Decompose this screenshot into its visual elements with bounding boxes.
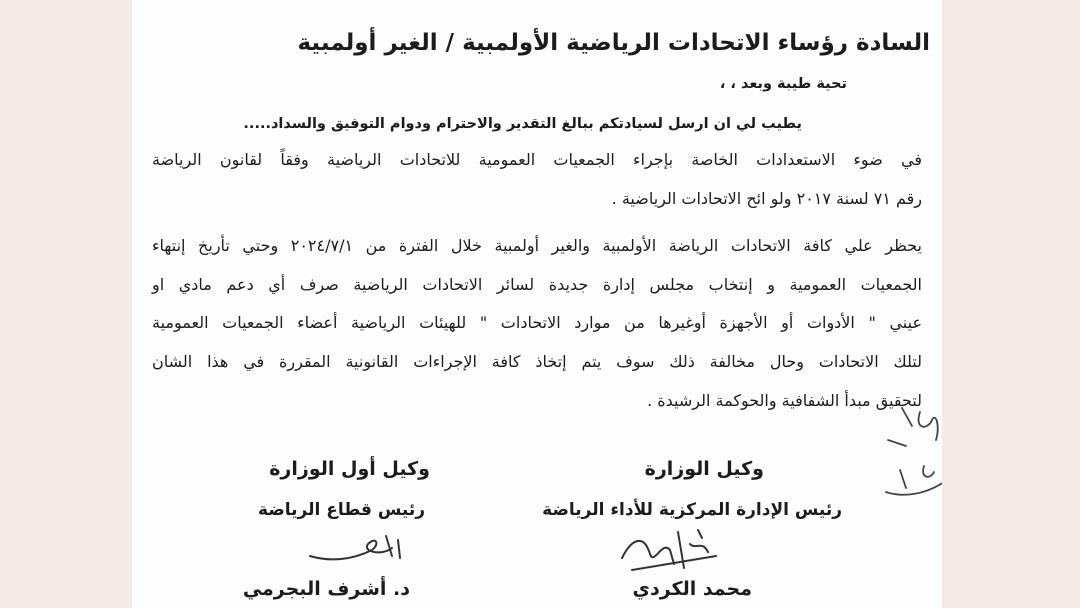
page-margin-right: [942, 0, 1080, 608]
margin-initials-top: [880, 400, 942, 455]
intro-line: يطيب لي ان ارسل لسيادتكم ببالغ التقدير والاحترام ودوام التوفيق والسداد.....: [243, 116, 802, 132]
margin-initials-bottom: [880, 458, 942, 503]
paragraph2-line3: عيني " الأدوات أو الأجهزة أوغيرها من موارد الاتحادات " للهيئات الرياضية أعضاء الجمعيات العمومية: [152, 313, 922, 332]
letter-page: [132, 0, 942, 608]
letter-heading: السادة رؤساء الاتحادات الرياضية الأولمبية / الغير أولمبية: [297, 30, 930, 56]
page-margin-left: [0, 0, 132, 608]
paragraph2-line1: يحظر علي كافة الاتحادات الرياضة الأولمبية والغير أولمبية خلال الفترة من ٢٠٢٤/٧/١ وحتي تأريخ إنتهاء: [152, 236, 923, 255]
signature-right-title: وكيل الوزارة: [644, 458, 764, 480]
paragraph1-line1: في ضوء الاستعدادات الخاصة بإجراء الجمعيات العمومية للاتحادات الرياضية وفقاً لقانون الرياضة: [152, 150, 922, 169]
signature-right-subtitle: رئيس الإدارة المركزية للأداء الرياضة: [542, 500, 842, 520]
signature-right-name: محمد الكردي: [632, 578, 752, 600]
paragraph2-line2: الجمعيات العمومية و إنتخاب مجلس إدارة جديدة لسائر الاتحادات الرياضية صرف أي دعم مادي او: [152, 275, 922, 294]
signature-left-name: د. أشرف البجرمي: [242, 578, 410, 600]
greeting: تحية طيبة وبعد ، ،: [719, 76, 847, 92]
paragraph2-line4: لتلك الاتحادات وحال مخالفة ذلك سوف يتم إتخاذ كافة الإجراءات القانونية المقررة في هذا الشان: [152, 352, 922, 371]
paragraph2-line5: لتحقيق مبدأ الشفافية والحوكمة الرشيدة .: [647, 391, 922, 410]
signature-left-subtitle: رئيس قطاع الرياضة: [258, 500, 425, 520]
signature-left-scribble: [302, 522, 412, 572]
signature-left-title: وكيل أول الوزارة: [269, 458, 430, 480]
signature-right-scribble: [612, 520, 732, 575]
paragraph1-line2: رقم ٧١ لسنة ٢٠١٧ ولو ائح الاتحادات الرياضية .: [611, 189, 922, 208]
